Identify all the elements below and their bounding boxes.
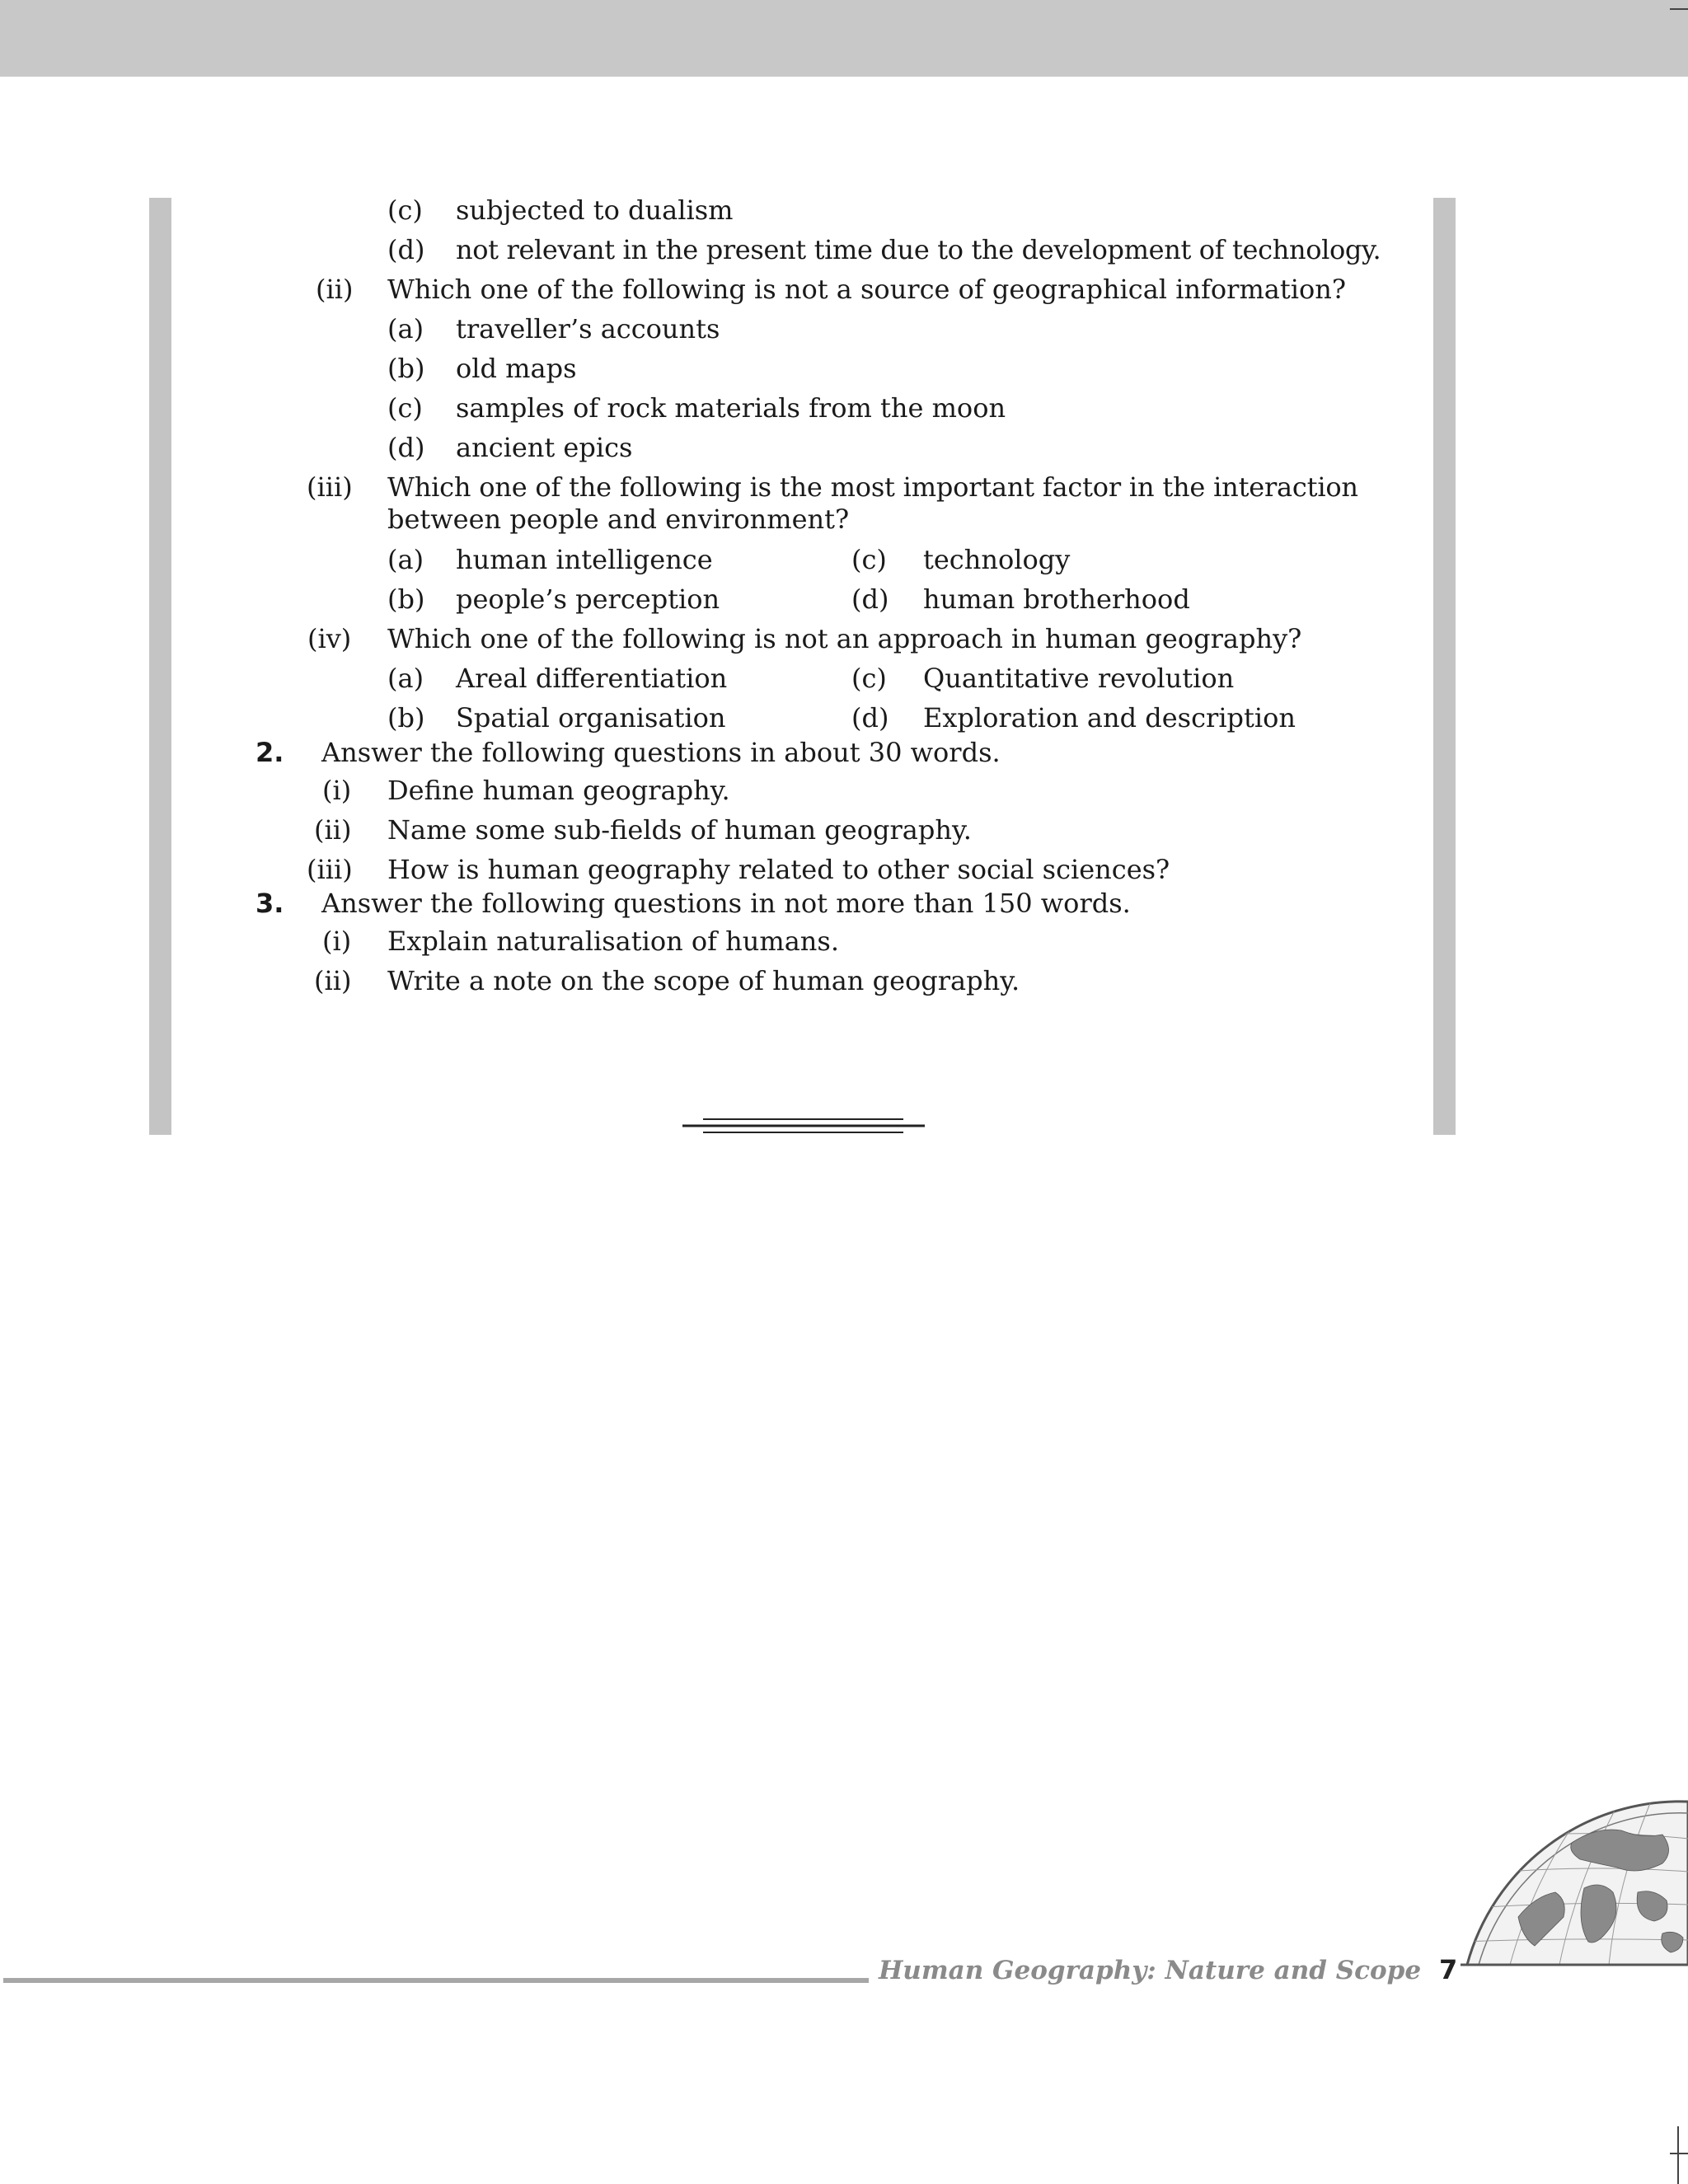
option-text: people’s perception: [456, 583, 720, 615]
option-label: (d): [387, 432, 425, 463]
option-label: (b): [387, 353, 425, 384]
subquestion-text: Which one of the following is not a source of geographical information?: [387, 274, 1346, 305]
page-top-band: [0, 0, 1688, 77]
question-number: 2.: [256, 737, 284, 768]
crop-mark-bottom-v: [1677, 2126, 1679, 2184]
option-label: (b): [387, 702, 425, 733]
option-text: Quantitative revolution: [923, 663, 1235, 694]
right-margin-bar: [1433, 198, 1456, 1135]
subquestion-text: Define human geography.: [387, 775, 730, 806]
subquestion-number: (ii): [314, 814, 352, 846]
footer-rule: [3, 1978, 869, 1983]
option-text: Spatial organisation: [456, 702, 726, 733]
subquestion-text: Explain naturalisation of humans.: [387, 926, 839, 957]
left-margin-bar: [149, 198, 171, 1135]
subquestion-text: Write a note on the scope of human geography.: [387, 965, 1020, 996]
option-text: Areal differentiation: [456, 663, 728, 694]
crop-mark-bottom: [1670, 2153, 1688, 2154]
subquestion-number: (i): [322, 775, 352, 806]
option-label: (a): [387, 544, 424, 575]
subquestion-number: (ii): [316, 274, 354, 305]
option-text: subjected to dualism: [456, 194, 734, 226]
option-label: (b): [387, 583, 425, 615]
question-number: 3.: [256, 888, 284, 919]
option-label: (c): [387, 392, 423, 424]
running-footer-title: Human Geography: Nature and Scope: [879, 1956, 1422, 1985]
section-end-ornament: [682, 1117, 925, 1137]
subquestion-number: (iv): [307, 623, 352, 654]
option-label: (c): [851, 663, 887, 694]
subquestion-number: (ii): [314, 965, 352, 996]
subquestion-text: How is human geography related to other social sciences?: [387, 854, 1170, 885]
subquestion-text: Name some sub-fields of human geography.: [387, 814, 972, 846]
option-text: old maps: [456, 353, 577, 384]
option-label: (c): [387, 194, 423, 226]
option-label: (c): [851, 544, 887, 575]
option-label: (d): [387, 234, 425, 265]
option-text: human intelligence: [456, 544, 713, 575]
question-text: Answer the following questions in about 30 words.: [321, 737, 1001, 768]
option-text: technology: [923, 544, 1071, 575]
globe-map-illustration: [1461, 1793, 1688, 1966]
subquestion-number: (iii): [307, 471, 353, 503]
crop-mark-top: [1670, 8, 1688, 10]
option-label: (d): [851, 702, 889, 733]
question-text: Answer the following questions in not more than 150 words.: [321, 888, 1131, 919]
option-label: (a): [387, 663, 424, 694]
subquestion-text: Which one of the following is not an approach in human geography?: [387, 623, 1302, 654]
subquestion-number: (i): [322, 926, 352, 957]
option-text: ancient epics: [456, 432, 633, 463]
subquestion-number: (iii): [307, 854, 353, 885]
subquestion-text: between people and environment?: [387, 504, 850, 535]
option-text: not relevant in the present time due to the development of technology.: [456, 234, 1381, 265]
option-text: traveller’s accounts: [456, 313, 720, 344]
option-text: human brotherhood: [923, 583, 1190, 615]
option-label: (d): [851, 583, 889, 615]
option-text: samples of rock materials from the moon: [456, 392, 1006, 424]
option-label: (a): [387, 313, 424, 344]
subquestion-text: Which one of the following is the most important factor in the interaction: [387, 471, 1358, 503]
page-number: 7: [1439, 1954, 1458, 1985]
option-text: Exploration and description: [923, 702, 1296, 733]
